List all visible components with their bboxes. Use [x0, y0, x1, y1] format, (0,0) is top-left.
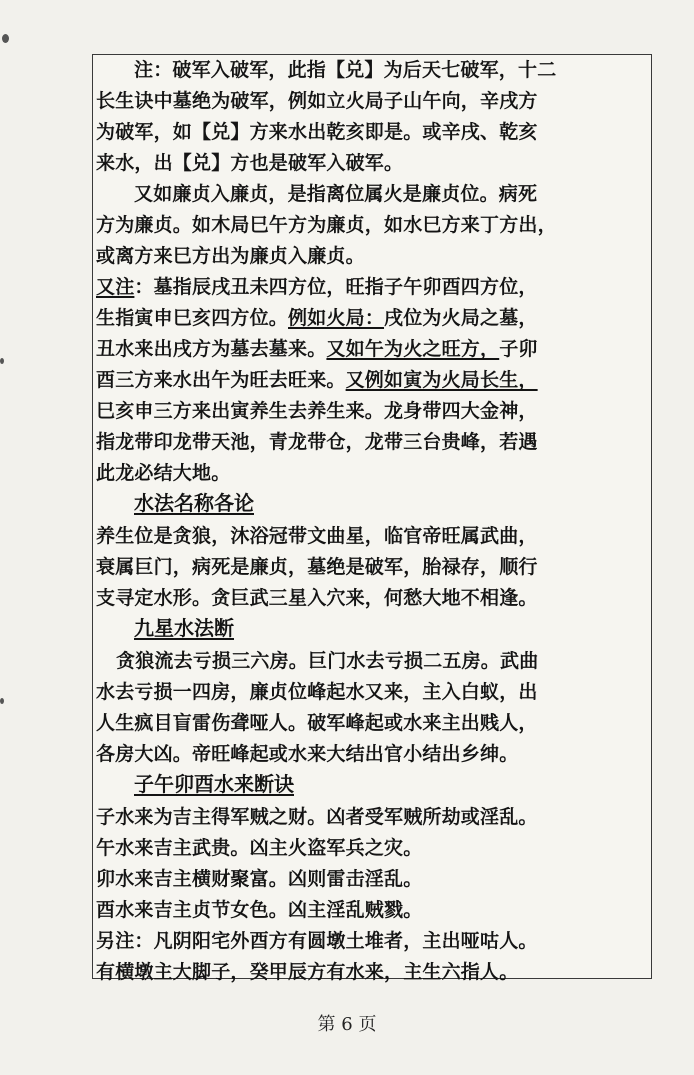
underlined-text: 又如午为火之旺方， [326, 338, 500, 360]
text-line: 贪狼流去亏损三六房。巨门水去亏损二五房。武曲 [116, 650, 539, 672]
text-line: 或离方来巳方出为廉贞入廉贞。 [96, 245, 365, 267]
text-line: 水去亏损一四房，廉贞位峰起水又来，主入白蚁，出 [96, 681, 538, 703]
text-line: 方为廉贞。如木局巳午方为廉贞，如水巳方来丁方出， [96, 214, 557, 236]
underlined-text: 例如火局： [288, 307, 385, 329]
text-line [96, 275, 538, 299]
text-line: 另注：凡阴阳宅外酉方有圆墩土堆者，主出哑咕人。 [96, 930, 538, 952]
text-line: 卯水来吉主横财聚富。凶则雷击淫乱。 [96, 868, 423, 890]
text-line: 养生位是贪狼，沐浴冠带文曲星，临官帝旺属武曲， [96, 525, 538, 547]
text-line: 子水来为吉主得军贼之财。凶者受军贼所劫或淫乱。 [96, 806, 538, 828]
scan-speck [0, 358, 4, 364]
inline-text: ：墓指辰戌丑未四方位，旺指子午卯酉四方位， [134, 276, 538, 298]
underlined-text: 又例如寅为火局长生， [345, 369, 538, 391]
text-line: 又如廉贞入廉贞，是指离位属火是廉贞位。病死 [134, 183, 538, 205]
text-line: 人生疯目盲雷伤聋哑人。破军峰起或水来主出贱人， [96, 712, 538, 734]
inline-text: 丑水来出戌方为墓去墓来。 [96, 338, 327, 360]
text-line: 来水，出【兑】方也是破军入破军。 [96, 152, 404, 174]
page-number: 第 6 页 [317, 1014, 377, 1035]
inline-text: 生指寅申巳亥四方位。 [96, 307, 289, 329]
inline-text: 戌位为火局之墓， [384, 307, 538, 329]
text-line [96, 337, 538, 361]
text-line: 酉水来吉主贞节女色。凶主淫乱贼戮。 [96, 899, 423, 921]
text-line: 注：破军入破军，此指【兑】为后天七破军，十二 [134, 59, 557, 81]
scan-speck [2, 34, 9, 43]
inline-text: 酉三方来水出午为旺去旺来。 [96, 369, 346, 391]
text-line: 此龙必结大地。 [96, 462, 231, 484]
text-line: 支寻定水形。贪巨武三星入穴来，何愁大地不相逢。 [96, 587, 538, 609]
section-heading: 子午卯酉水来断诀 [134, 772, 294, 796]
text-line: 指龙带印龙带天池，青龙带仓，龙带三台贵峰，若遇 [96, 431, 538, 453]
text-line: 午水来吉主武贵。凶主火盗军兵之灾。 [96, 837, 423, 859]
text-line: 各房大凶。帝旺峰起或水来大结出官小结出乡绅。 [96, 743, 519, 765]
section-heading: 九星水法断 [134, 616, 234, 640]
section-heading: 水法名称各论 [134, 491, 254, 515]
text-line [96, 368, 538, 392]
scan-speck [0, 698, 4, 704]
text-line: 为破军，如【兑】方来水出乾亥即是。或辛戌、乾亥 [96, 121, 538, 143]
text-line: 衰属巨门，病死是廉贞，墓绝是破军，胎禄存，顺行 [96, 556, 538, 578]
text-line [96, 306, 538, 330]
inline-text: 子卯 [499, 338, 538, 360]
text-line: 长生诀中墓绝为破军，例如立火局子山午向，辛戌方 [96, 90, 538, 112]
text-line: 巳亥申三方来出寅养生去养生来。龙身带四大金神， [96, 400, 538, 422]
text-line: 有横墩主大脚子，癸甲辰方有水来，主生六指人。 [96, 961, 519, 983]
underlined-text: 又注 [96, 276, 135, 298]
